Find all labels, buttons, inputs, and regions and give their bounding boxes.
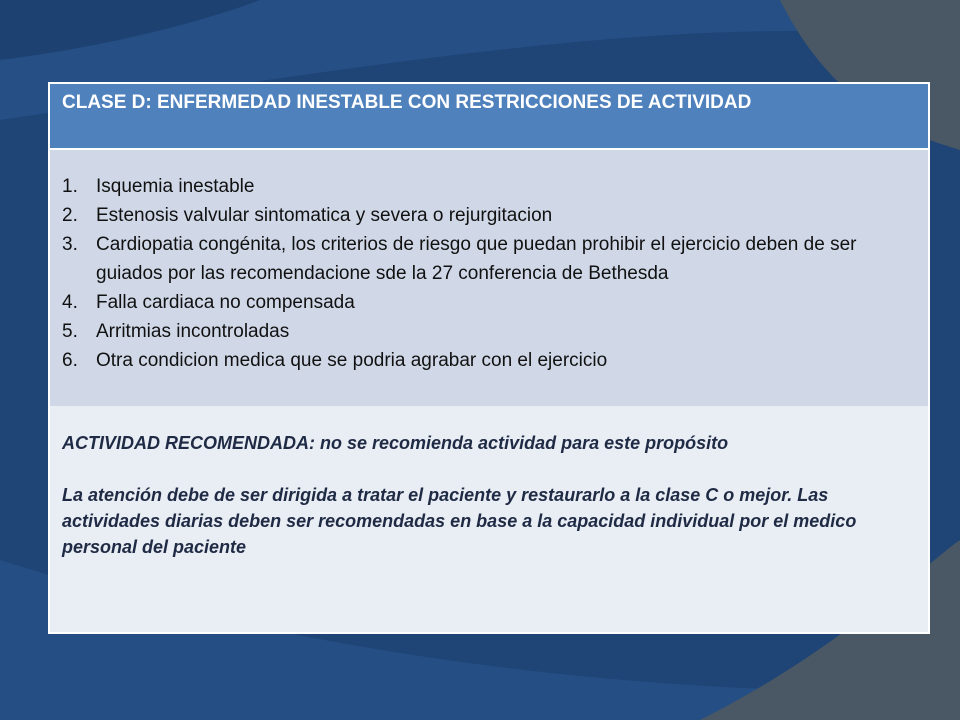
list-item-number: 4. — [62, 292, 78, 313]
table-header: CLASE D: ENFERMEDAD INESTABLE CON RESTRICCIONES DE ACTIVIDAD — [50, 84, 928, 150]
recommendation-text: ACTIVIDAD RECOMENDADA: no se recomienda actividad para este propósito — [62, 433, 729, 453]
list-item-text: Isquemia inestable — [96, 176, 255, 197]
class-d-table — [48, 82, 930, 634]
list-item-text: Cardiopatia congénita, los criterios de riesgo que puedan prohibir el ejercicio deben de ser guiados por las recomendacione sde la 27 conferencia de Bethesda — [96, 234, 857, 284]
list-item-number: 2. — [62, 205, 78, 226]
list-item — [62, 230, 916, 288]
restrictions-list-row — [50, 150, 928, 406]
recommendation-row — [50, 406, 928, 632]
list-item — [62, 172, 916, 201]
list-item-text: Otra condicion medica que se podria agrabar con el ejercicio — [96, 350, 608, 371]
list-item — [62, 288, 916, 317]
list-item-number: 3. — [62, 234, 78, 255]
restrictions-list — [62, 172, 916, 375]
list-item-number: 5. — [62, 321, 78, 342]
list-item-number: 6. — [62, 350, 78, 371]
list-item — [62, 317, 916, 346]
note-text: La atención debe de ser dirigida a tratar el paciente y restaurarlo a la clase C o mejor. Las actividades diarias deben ser recomendadas en base a la capacidad individual por el medico personal del paciente — [62, 485, 857, 557]
list-item — [62, 201, 916, 230]
list-item-text: Falla cardiaca no compensada — [96, 292, 355, 313]
list-item-text: Arritmias incontroladas — [96, 321, 290, 342]
list-item — [62, 346, 916, 375]
paragraph-spacer — [62, 456, 916, 482]
list-item-number: 1. — [62, 176, 78, 197]
list-item-text: Estenosis valvular sintomatica y severa o rejurgitacion — [96, 205, 553, 226]
